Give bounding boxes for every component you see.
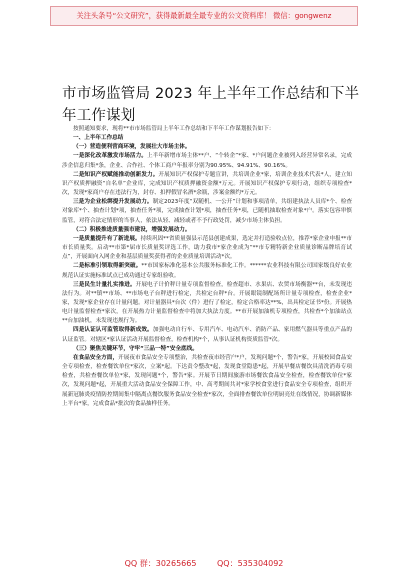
paragraph-text: 开展知识产权保护专题宣讲，共培训企业*家，培训企业技术代表*人，建立知识产权质押融资“自名单”企业库，完成知识产权质押融资金额*万元。开展知识产权保护专项行动，组织专项检查*次，发现*家商户存在违法行为，封存、扣押假冒名酒*余瓶，涉案金额约*万元。: [62, 171, 352, 197]
paragraph-text: 制定2023年度“双随机、一公开”计划和事项清单，共组建执法人员库*个、检查对象库*个、抽查计划*项，抽查任务*项，完成抽查计划*项，抽查任务*项，已随机抽取检查对象*户。落实包容审慎监管，对符合法定情形的当事人，依法从轻、减轻或者不予行政处罚，减少市场主体负担。: [62, 199, 352, 224]
body-paragraph: [62, 152, 352, 170]
content-blocks: [62, 134, 352, 409]
paragraph-lead: 一是质量提升有了新进展。: [73, 235, 141, 242]
paragraph-lead: 四是认证认可监管取得新成效。: [73, 327, 153, 334]
paragraph-lead: 一是深化改革激发市场活力。: [73, 153, 147, 160]
paragraph-lead: 三是民生计量扎实推进。: [73, 281, 136, 288]
section-heading: [62, 226, 352, 235]
body-paragraph: [62, 262, 352, 280]
paragraph-text: 持续巩固**省质量强县示范县创建成果，选定并打造验收点位，推荐*家企业申报**市市长质量奖。启动**市第*届市长质量奖评选工作，助力我市*家企业成为“**市专精特新企业质量诊断品牌培育试点”，开展面向入网企业和基层质量奖获得者的企业质量培训活动*次。: [62, 235, 352, 261]
paragraph-lead: 二是知识产权赋能推动创新发力。: [73, 171, 159, 178]
document-title: 市市场监管局 2023 年上半年工作总结和下半年工作谋划: [62, 85, 360, 124]
paragraph-lead: 三是为企业松绑提升发展动力。: [73, 199, 153, 206]
section-heading: [62, 345, 352, 354]
body-paragraph: [62, 281, 352, 327]
page-footer: [0, 557, 408, 571]
section-heading: [62, 143, 352, 152]
qq-contact: QQ：535304092: [217, 559, 284, 568]
paragraph-text: 开展夜市食品安全专项整治，共检查夜市经营户*户，发现问题*个，警告*家，开展校园食品安全专项检查，检查餐饮单位*家次，立案*起。下达责令整改*起，发现食堂隐患*起，开展早餐店餐饮具清洗消毒专项检查，共检查餐饮单位*家，发现问题*个，警告*家。开展节日期间旅游市场餐饮食品安全检查，检查餐饮单位*家次，发现问题*起，开展重大活动食品安全保障工作，中、高考期间共对*家学校食堂进行食品安全专项检查，组织开展新冠肺炎疫情防控期间集中隔离点餐饮服务食品安全检查*家次，全面排查餐饮单位明厨亮灶在线情况，协调新媒体上平台*家，完成食品*批次的食品抽样任务。: [62, 354, 352, 407]
paragraph-text: 一、上半年工作总结: [73, 135, 124, 142]
body-paragraph: [62, 326, 352, 344]
paragraph-text: （一）营造便利营商环境，发展壮大市场主体。: [73, 144, 191, 151]
document-body: [62, 125, 352, 409]
paragraph-text: 加强电动自行车、专用汽车、电动汽车、消防产品、家用燃气器具等重点产品的认证监管。对辖区*家认证活动开展监督检查，检查机构*个，从事认证机构资质监管*次。: [62, 327, 352, 343]
paragraph-text: （二）积极推进质量强市建设，增强发展动力。: [73, 226, 191, 233]
body-paragraph: [62, 235, 352, 262]
paragraph-lead: 在食品安全方面，: [73, 354, 119, 361]
body-paragraph: [62, 354, 352, 409]
intro-paragraph: 按照通知要求，现将**市市场监管局上半年工作总结和下半年工作谋划报告如下：: [73, 126, 275, 132]
paragraph-text: 开展电子计价秤计量专项监督检查，检查超市、水果店、农贸市场衡器**台，未发现违法行为。对**镇**市场、**市场电子台秤进行检定，共检定台秤*台。开展眼镜制配场所计量专项检查，检查企业*家，发现*家企业存在计量问题。对计量器具*台次（件）进行了检定，检定合格率达**%，出具检定证书*份。开展热电计量监督检查*家次，在开展热力计量监督检查中将加大执法力度。**市开展加油机专项检查，共检查*个加油站点**台加油机，未发现违规行为。: [62, 281, 352, 325]
body-paragraph: [62, 171, 352, 198]
paragraph-lead: 二是标准引领取得新突破。: [73, 263, 142, 270]
promo-banner[interactable]: 关注头条号“公文研究”，获得最新最全最专业的公文资料库！ 微信：gongwenz: [50, 6, 358, 26]
body-paragraph: [62, 198, 352, 225]
paragraph-text: （三）聚焦关键环节，守牢“三品一特”安全底线。: [73, 345, 198, 352]
section-heading: [62, 134, 352, 143]
paragraph-text: **市国家标准化基本公共服务标准化工作。******农业科技有限公司国家级良好农业规范认证实施标准试点已成功通过专家组验收。: [62, 263, 352, 279]
paragraph-text: 上半年新增市场主体**户、“个转企”*家、*户问题企业被列入经营异常名录，完成涉企信息归集*条，企业、合作社、个体工商户年报率分别为90.95%、94.91%、90.16%。: [62, 153, 352, 169]
qq-group-contact: QQ 群：30265665: [124, 559, 197, 568]
